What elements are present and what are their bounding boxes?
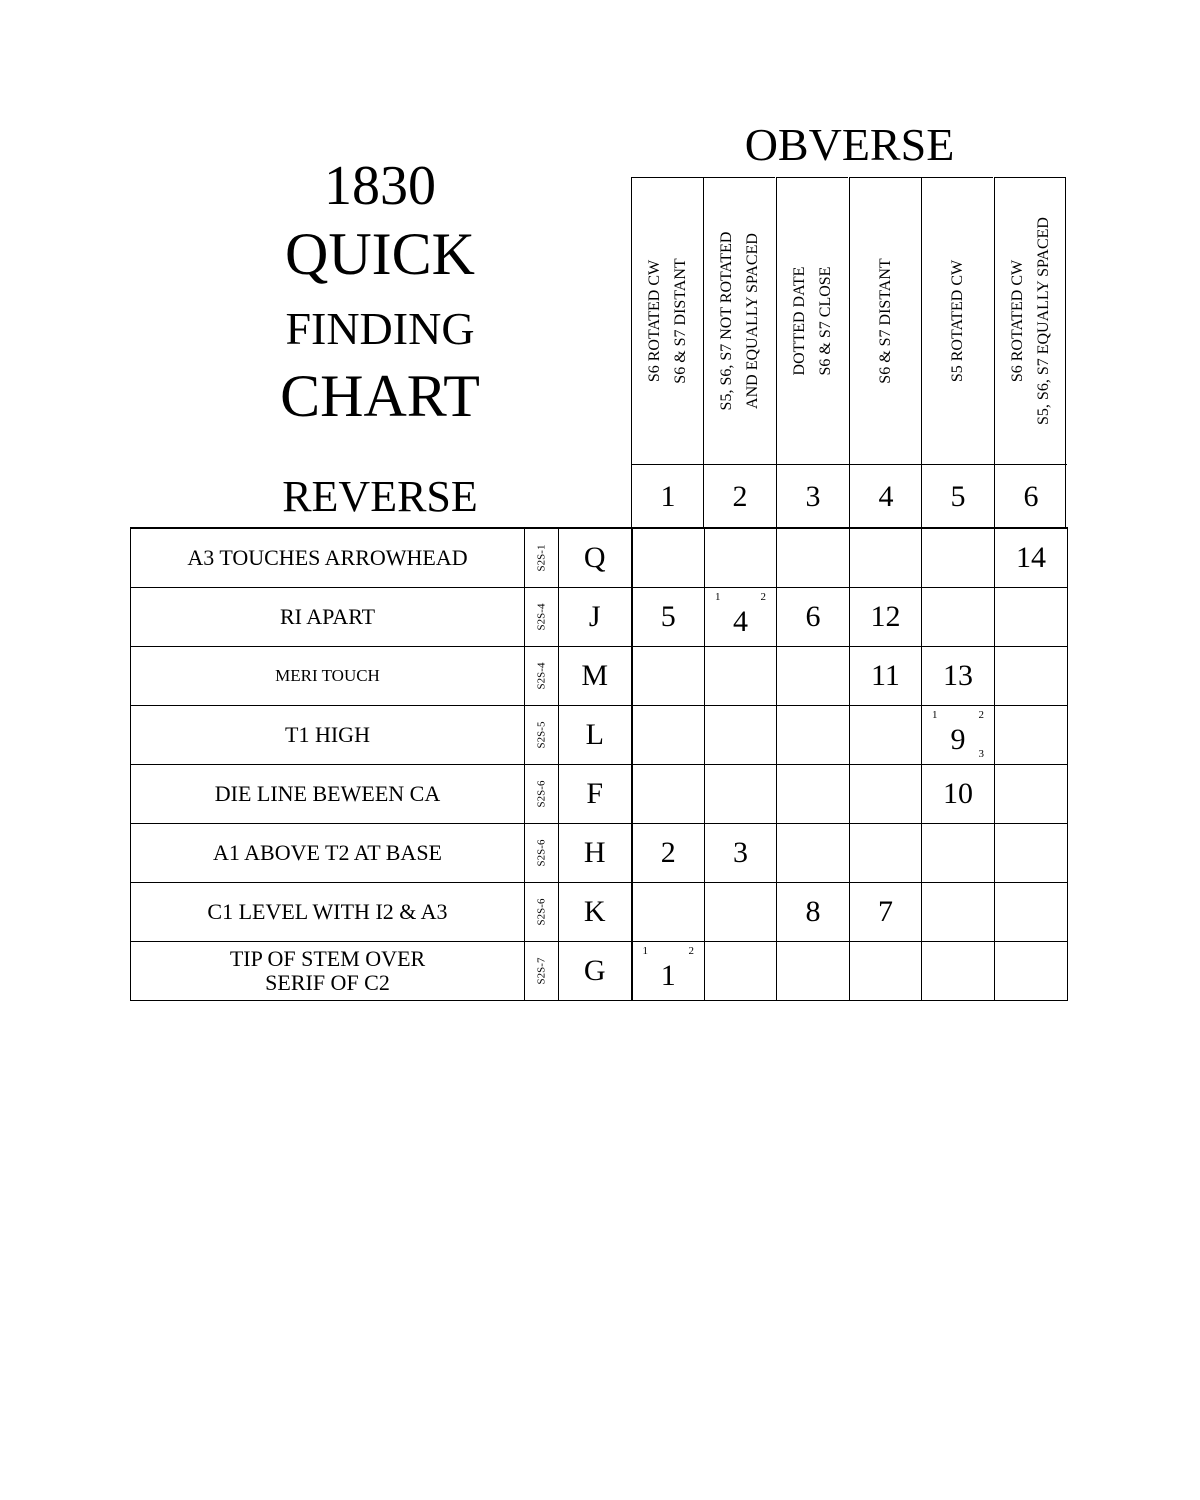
die-cell (850, 528, 922, 588)
reverse-code (525, 528, 559, 588)
die-cell (777, 647, 850, 706)
chart-title-chart: CHART (280, 363, 480, 429)
die-number: 10 (943, 777, 973, 810)
reverse-code-text: S2S-4 (535, 603, 548, 631)
reverse-letter: F (559, 765, 632, 824)
obverse-column-number: 1 (632, 464, 704, 528)
reverse-description (131, 528, 525, 588)
die-cell (705, 942, 777, 1001)
die-cell (995, 824, 1068, 883)
die-cell (922, 883, 995, 942)
reverse-code-text: S2S-7 (535, 957, 548, 985)
table-row (131, 528, 1068, 588)
reverse-description-line: T1 HIGH (285, 722, 370, 747)
die-cell (995, 942, 1068, 1001)
die-cell (632, 824, 705, 883)
obverse-column-desc: S6 ROTATED CW (1009, 259, 1026, 383)
die-number: 8 (805, 895, 821, 928)
reverse-description (131, 883, 525, 942)
die-cell (632, 883, 705, 942)
obverse-column-desc: S5 ROTATED CW (949, 259, 966, 383)
die-number: 3 (733, 836, 748, 869)
reverse-code (525, 765, 559, 824)
reverse-description (131, 647, 525, 706)
chart-title-quick: QUICK (285, 221, 475, 287)
die-cell (922, 706, 995, 765)
die-cell (850, 765, 922, 824)
reverse-letter: J (559, 588, 632, 647)
die-cell (922, 528, 995, 588)
reverse-description-line: SERIF OF C2 (265, 970, 390, 995)
die-cell (995, 765, 1068, 824)
reverse-code-text: S2S-4 (535, 662, 548, 690)
die-cell (777, 883, 850, 942)
table-row (131, 883, 1068, 942)
reverse-code (525, 706, 559, 765)
obverse-column-number: 4 (850, 464, 922, 528)
reverse-description (131, 765, 525, 824)
die-cell (777, 528, 850, 588)
die-cell (922, 765, 995, 824)
die-variant-marker: 1 (932, 709, 938, 721)
table-row (131, 824, 1068, 883)
quick-finding-grid (130, 527, 1068, 1001)
reverse-code (525, 883, 559, 942)
obverse-column-1 (631, 177, 703, 527)
obverse-column-number: 6 (995, 464, 1067, 528)
die-cell (705, 647, 777, 706)
reverse-letter: L (559, 706, 632, 765)
die-cell (922, 824, 995, 883)
die-number: 12 (870, 600, 901, 633)
die-variant-marker: 2 (760, 591, 766, 603)
reverse-description-line: TIP OF STEM OVER (229, 946, 426, 971)
die-number: 9 (950, 723, 966, 756)
die-cell (632, 588, 705, 647)
reverse-description (131, 588, 525, 647)
die-cell (777, 824, 850, 883)
reverse-code-text: S2S-6 (535, 898, 548, 926)
reverse-description-line: MERI TOUCH (275, 666, 380, 685)
die-cell (777, 588, 850, 647)
reverse-letter: H (559, 824, 632, 883)
obverse-column-desc: AND EQUALLY SPACED (744, 233, 761, 409)
die-cell (995, 528, 1068, 588)
reverse-description (131, 942, 525, 1001)
die-number: 1 (660, 959, 676, 992)
reverse-description (131, 706, 525, 765)
die-cell (705, 528, 777, 588)
reverse-letter: Q (559, 528, 632, 588)
reverse-letter: K (559, 883, 632, 942)
obverse-column-desc: S6 & S7 DISTANT (877, 258, 894, 384)
table-row (131, 647, 1068, 706)
die-cell (995, 706, 1068, 765)
reverse-description-line: A3 TOUCHES ARROWHEAD (187, 545, 468, 570)
reverse-code (525, 647, 559, 706)
die-cell (632, 765, 705, 824)
die-cell (777, 942, 850, 1001)
die-cell (850, 883, 922, 942)
reverse-description (131, 824, 525, 883)
obverse-column-number: 5 (922, 464, 994, 528)
obverse-column-number: 3 (777, 464, 849, 528)
reverse-code (525, 824, 559, 883)
die-number: 14 (1016, 541, 1046, 574)
die-number: 13 (943, 659, 973, 692)
obverse-column-2 (703, 177, 775, 527)
die-cell (850, 647, 922, 706)
die-cell (632, 528, 705, 588)
obverse-column-5 (921, 177, 993, 527)
die-cell (705, 824, 777, 883)
obverse-column-desc: S6 & S7 CLOSE (817, 266, 834, 376)
obverse-heading: OBVERSE (744, 119, 955, 170)
table-row (131, 765, 1068, 824)
chart-title-year: 1830 (324, 155, 436, 217)
obverse-column-desc: DOTTED DATE (791, 266, 808, 376)
reverse-description-line: RI APART (279, 604, 376, 629)
die-number: 5 (660, 600, 676, 633)
obverse-column-number: 2 (704, 464, 776, 528)
reverse-code-text: S2S-6 (535, 780, 548, 808)
die-cell (922, 647, 995, 706)
die-cell (922, 942, 995, 1001)
obverse-column-headers (631, 177, 1067, 527)
die-cell (995, 883, 1068, 942)
reverse-code-text: S2S-6 (535, 839, 548, 867)
die-cell (632, 647, 705, 706)
die-cell (632, 942, 705, 1001)
die-cell (705, 706, 777, 765)
obverse-column-desc: S5, S6, S7 EQUALLY SPACED (1035, 217, 1052, 425)
die-cell (995, 647, 1068, 706)
die-cell (705, 883, 777, 942)
die-cell (632, 706, 705, 765)
reverse-code (525, 942, 559, 1001)
die-variant-marker: 1 (715, 591, 721, 603)
reverse-letter: M (559, 647, 632, 706)
reverse-code (525, 588, 559, 647)
obverse-column-3 (776, 177, 848, 527)
die-cell (705, 588, 777, 647)
die-number: 11 (871, 659, 900, 692)
obverse-column-4 (849, 177, 921, 527)
chart-title-finding: FINDING (285, 303, 475, 354)
obverse-column-desc: S5, S6, S7 NOT ROTATED (718, 231, 735, 411)
die-cell (850, 824, 922, 883)
table-row (131, 588, 1068, 647)
die-variant-marker: 2 (978, 709, 984, 721)
obverse-column-desc: S6 ROTATED CW (646, 259, 663, 383)
obverse-column-6 (994, 177, 1066, 527)
die-cell (850, 588, 922, 647)
die-cell (777, 706, 850, 765)
die-variant-marker: 3 (978, 748, 984, 760)
reverse-code-text: S2S-1 (535, 544, 548, 572)
reverse-heading: REVERSE (282, 472, 478, 521)
die-cell (850, 942, 922, 1001)
die-number: 4 (733, 605, 748, 638)
die-cell (922, 588, 995, 647)
reverse-letter: G (559, 942, 632, 1001)
reverse-description-line: A1 ABOVE T2 AT BASE (212, 840, 442, 865)
die-cell (777, 765, 850, 824)
obverse-column-desc: S6 & S7 DISTANT (672, 258, 689, 384)
die-cell (850, 706, 922, 765)
die-number: 7 (878, 895, 893, 928)
reverse-description-line: C1 LEVEL WITH I2 & A3 (207, 899, 448, 924)
die-cell (705, 765, 777, 824)
die-variant-marker: 1 (642, 945, 648, 957)
table-row (131, 706, 1068, 765)
die-number: 6 (805, 600, 821, 633)
table-row (131, 942, 1068, 1001)
reverse-description-line: DIE LINE BEWEEN CA (214, 781, 441, 806)
die-cell (995, 588, 1068, 647)
die-number: 2 (660, 836, 676, 869)
reverse-code-text: S2S-5 (535, 721, 548, 749)
die-variant-marker: 2 (688, 945, 694, 957)
